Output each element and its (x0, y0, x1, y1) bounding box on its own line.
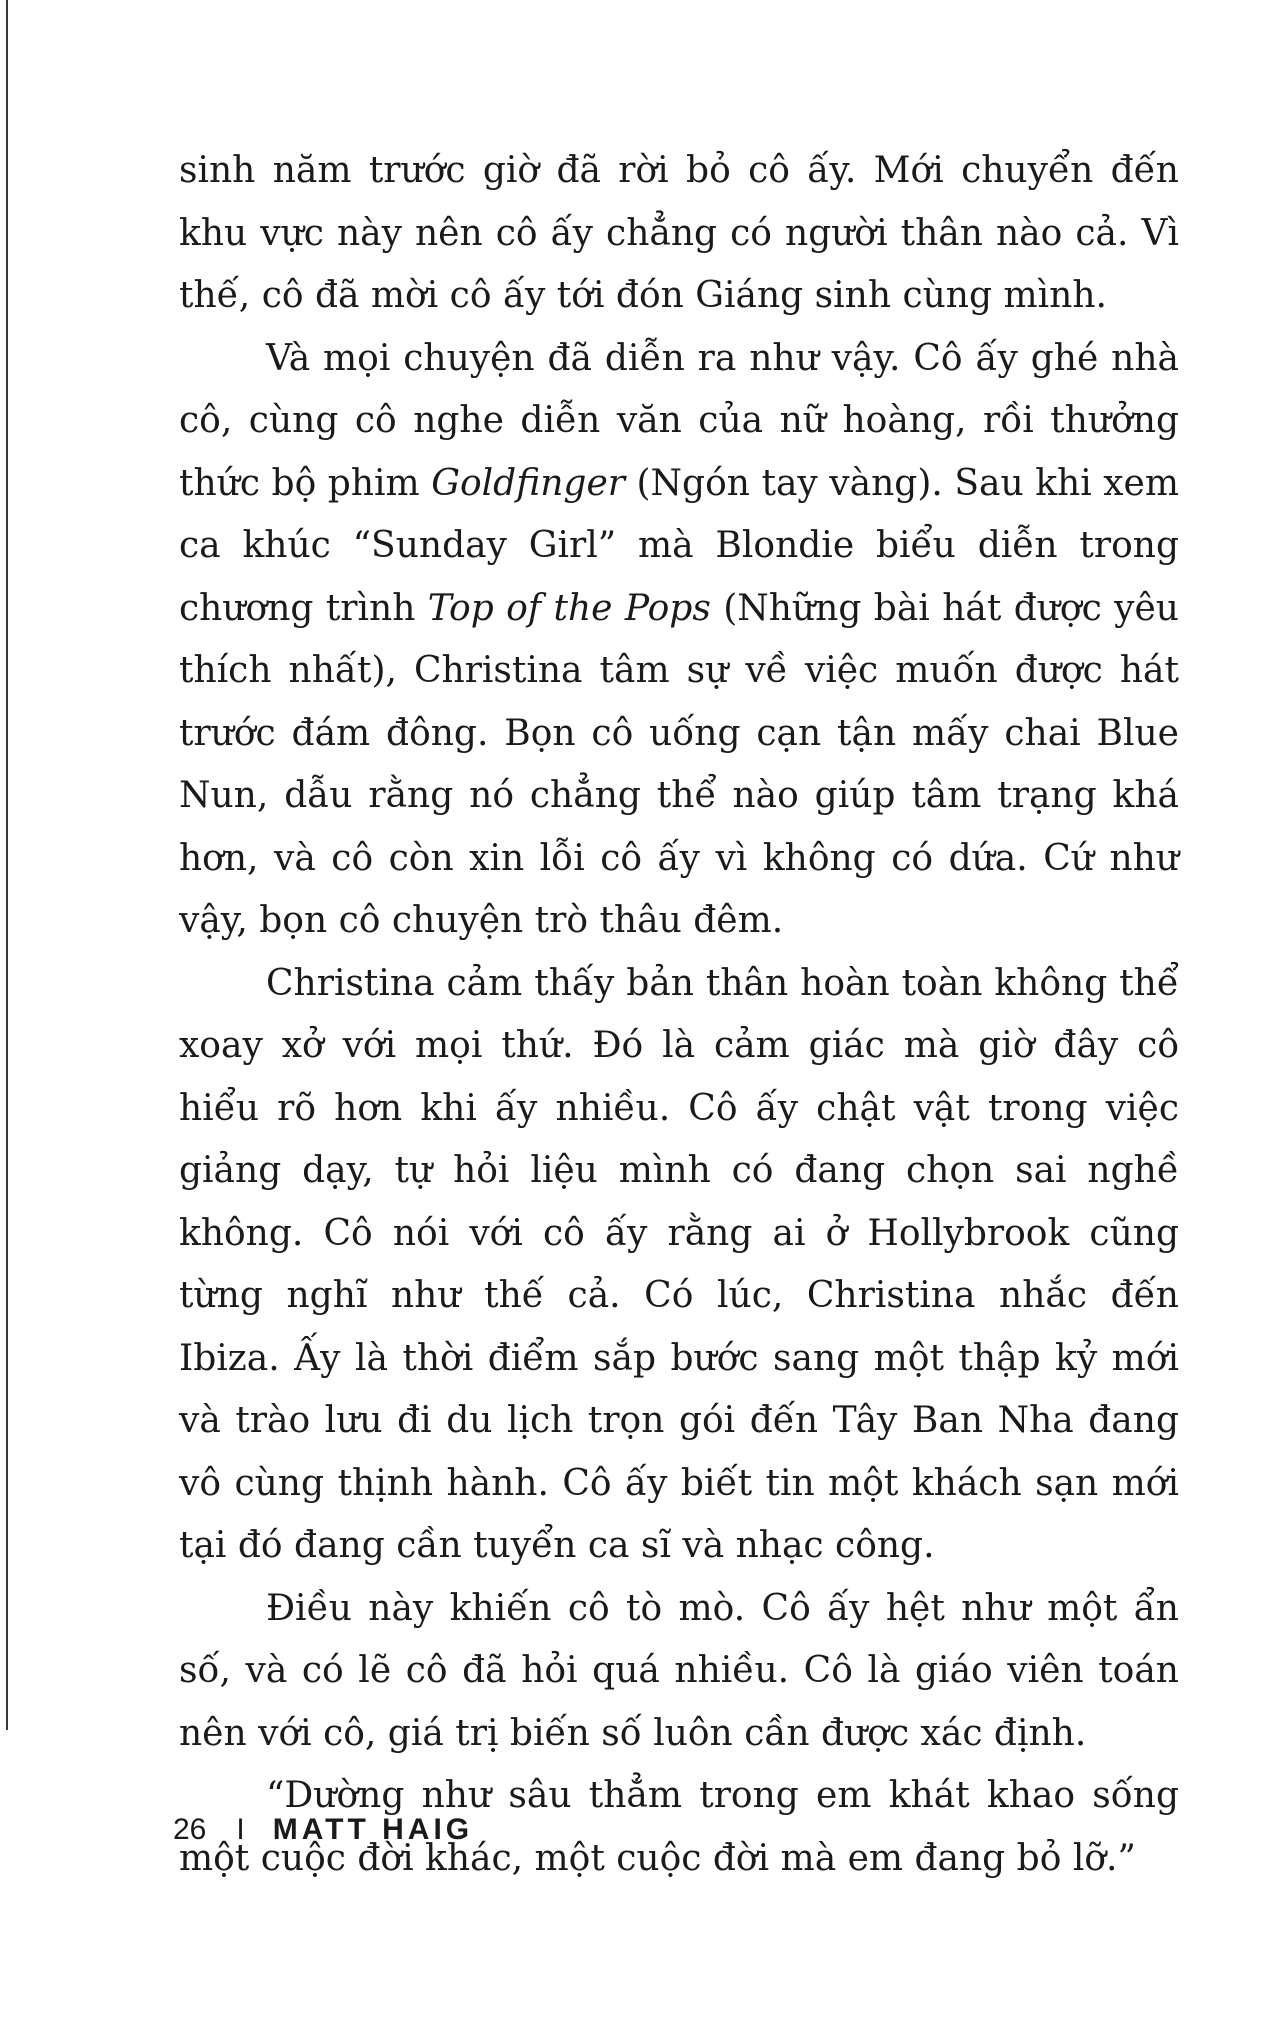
text-run: Và mọi chuyện đã diễn ra như vậy. Cô ấy ghé nhà cô, cùng cô nghe diễn văn của nữ hoàng, rồi thưởng thức bộ phim (179, 337, 1179, 504)
text-run: Điều này khiến cô tò mò. Cô ấy hệt như một ẩn số, và có lẽ cô đã hỏi quá nhiều. Cô là giáo viên toán nên với cô, giá trị biến số luôn cần được xác định. (179, 1587, 1179, 1754)
paragraph (179, 328, 1179, 953)
author-name: MATT HAIG (272, 1813, 474, 1846)
italic-title: Goldfinger (431, 462, 625, 504)
paragraph (179, 953, 1179, 1578)
body-text (179, 140, 1179, 1890)
text-run: “Dường như sâu thẳm trong em khát khao sống một cuộc đời khác, một cuộc đời mà em đang bỏ lỡ.” (179, 1775, 1179, 1879)
text-run: sinh năm trước giờ đã rời bỏ cô ấy. Mới chuyển đến khu vực này nên cô ấy chẳng có người thân nào cả. Vì thế, cô đã mời cô ấy tới đón Giáng sinh cùng mình. (179, 150, 1179, 316)
page-number: 26 (173, 1813, 207, 1846)
footer-separator: I (236, 1813, 245, 1846)
text-run: Christina cảm thấy bản thân hoàn toàn không thể xoay xở với mọi thứ. Đó là cảm giác mà giờ đây cô hiểu rõ hơn khi ấy nhiều. Cô ấy chật vật trong việc giảng dạy, tự hỏi liệu mình có đang chọn sai nghề không. Cô nói với cô ấy rằng ai ở Hollybrook cũng từng nghĩ như thế cả. Có lúc, Christina nhắc đến Ibiza. Ấy là thời điểm sắp bước sang một thập kỷ mới và trào lưu đi du lịch trọn gói đến Tây Ban Nha đang vô cùng thịnh hành. Cô ấy biết tin một khách sạn mới tại đó đang cần tuyển ca sĩ và nhạc công. (179, 962, 1179, 1566)
italic-title: Top of the Pops (427, 587, 711, 629)
text-run: (Ngón tay vàng). Sau khi xem ca khúc “Sunday Girl” mà Blondie biểu diễn trong chương trình (179, 462, 1179, 629)
page-footer (173, 1813, 473, 1847)
paragraph (179, 140, 1179, 328)
paragraph (179, 1578, 1179, 1766)
page-edge-line (6, 0, 8, 1730)
text-run: (Những bài hát được yêu thích nhất), Christina tâm sự về việc muốn được hát trước đám đông. Bọn cô uống cạn tận mấy chai Blue Nun, dẫu rằng nó chẳng thể nào giúp tâm trạng khá hơn, và cô còn xin lỗi cô ấy vì không có dứa. Cứ như vậy, bọn cô chuyện trò thâu đêm. (179, 587, 1179, 941)
